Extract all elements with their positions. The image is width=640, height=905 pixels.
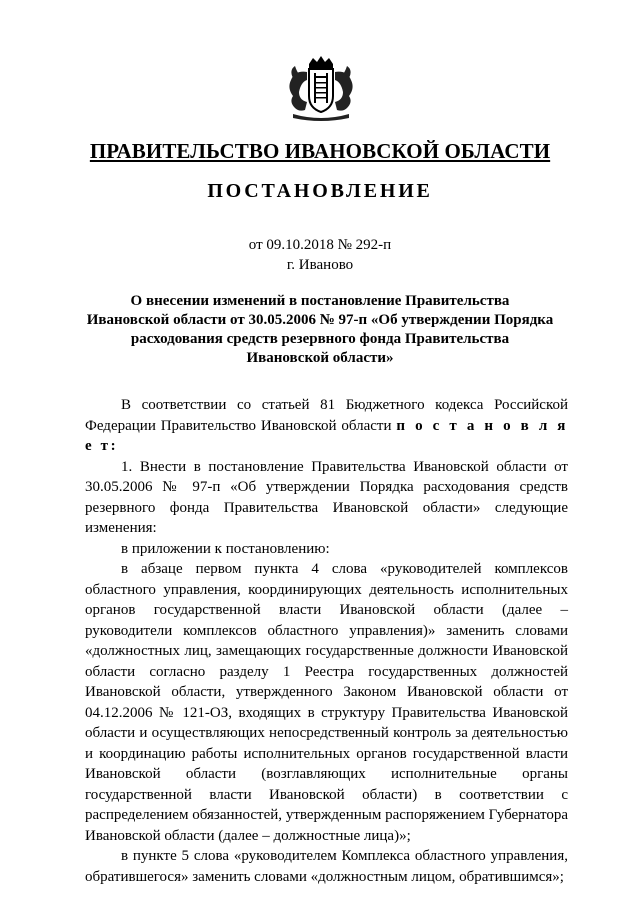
subject-line: Ивановской области» — [246, 350, 394, 366]
preamble-text: В соответствии со статьей 81 Бюджетного кодекса Российской Федерации Правительство Ивановской области — [85, 397, 568, 434]
city: г. Иваново — [286, 257, 354, 273]
government-title: ПРАВИТЕЛЬСТВО ИВАНОВСКОЙ ОБЛАСТИ — [89, 139, 551, 163]
document-type-title: ПОСТАНОВЛЕНИЕ — [207, 180, 433, 202]
date-number: от 09.10.2018 № 292-п — [248, 237, 392, 253]
resolves-keyword: п о с т а н о в л я е т: — [85, 417, 569, 454]
clause-paragraph: в пункте 5 слова «руководителем Комплекса областного управления, обратившегося» заменить словами «должностным лицом, обратившимся»; — [85, 848, 568, 885]
document-body — [85, 395, 568, 887]
ivanovo-coat-of-arms-icon — [285, 56, 357, 122]
clause-paragraph: в абзаце первом пункта 4 слова «руководителей комплексов областного управления, координирующих деятельность исполнительных органов государственной власти Ивановской области (далее – руководители комплексов областного управления)» заменить словами «должностных лиц, замещающих государственные должности Ивановской области согласно разделу 1 Реестра государственных должностей Ивановской области, утвержденного Законом Ивановской области от 04.12.2006 № 121-ОЗ, входящих в структуру Правительства Ивановской области и осуществляющих непосредственный контроль за деятельностью и координацию работы исполнительных органов государственной власти Ивановской области (возглавляющих исполнительные органы государственной власти Ивановской области) в соответствии с распределением обязанностей, утвержденным распоряжением Губернатора Ивановской области (далее – должностные лица)»; — [85, 561, 568, 844]
clause-paragraph: 1. Внести в постановление Правительства Ивановской области от 30.05.2006 № 97-п «Об утверждении Порядка расходования средств резервного фонда Правительства Ивановской области» следующие изменения: — [85, 458, 568, 536]
subject-line: О внесении изменений в постановление Правительства — [130, 293, 510, 309]
subject-line: Ивановской области от 30.05.2006 № 97-п «Об утверждении Порядка — [86, 312, 554, 328]
preamble-paragraph — [85, 395, 568, 457]
clause-paragraph: в приложении к постановлению: — [121, 540, 330, 557]
document-subject — [80, 292, 560, 368]
subject-line: расходования средств резервного фонда Правительства — [130, 331, 510, 347]
